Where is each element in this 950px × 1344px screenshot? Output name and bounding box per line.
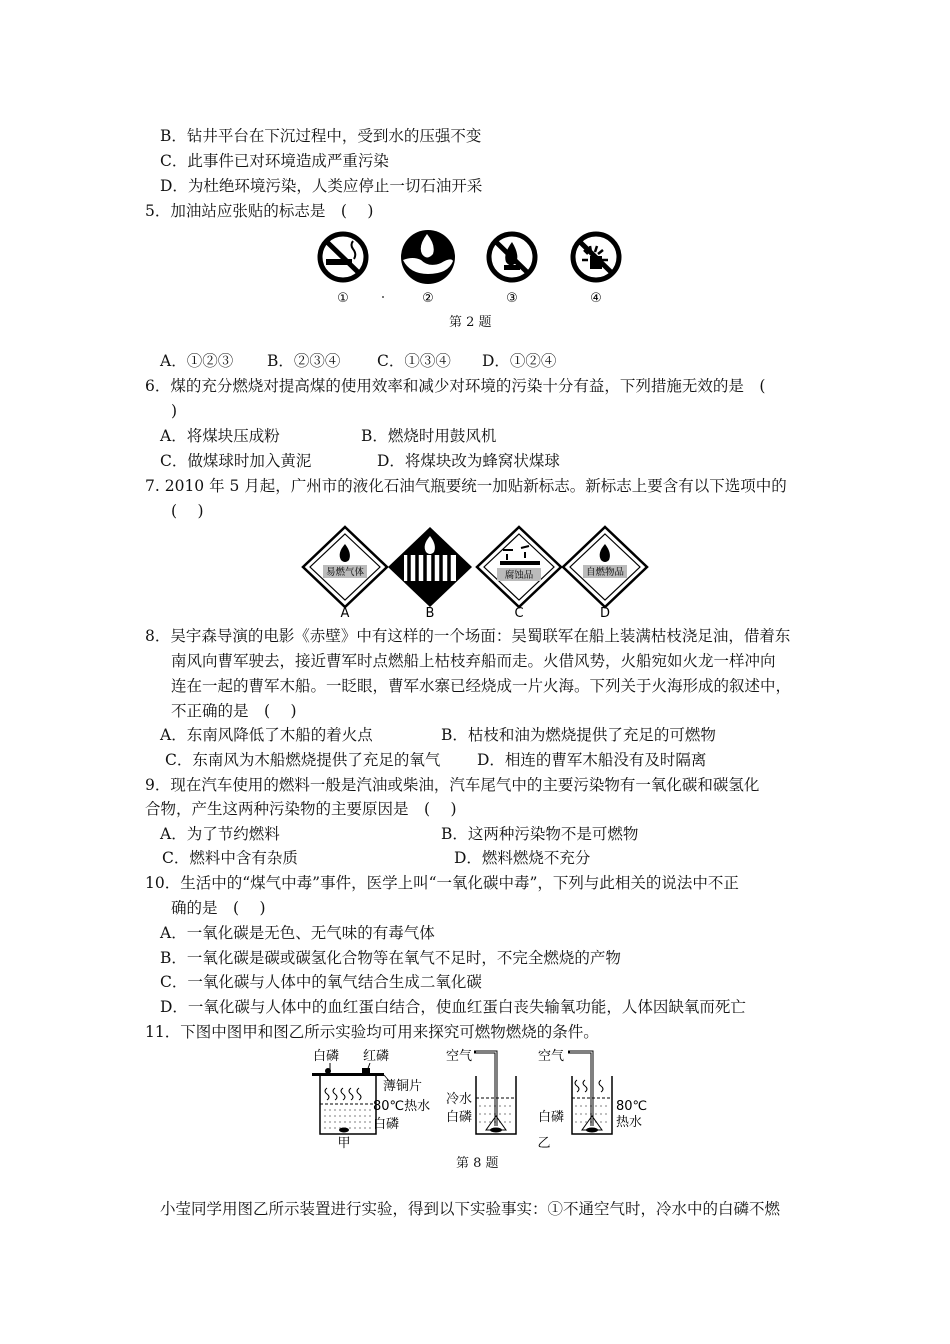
jia-label-white-phosphorus-top: 白磷 — [313, 1049, 340, 1064]
jia-name: 甲 — [337, 1136, 351, 1151]
q9-option-a: A．为了节约燃料 — [160, 825, 280, 843]
yi-label-temperature: 80℃ — [616, 1099, 648, 1114]
hazard-sign-flammable-gas — [303, 527, 387, 607]
q6-option-d: D．将煤块改为蜂窝状煤球 — [377, 452, 560, 470]
q7-stem: 7. 2010 年 5 月起，广州市的液化石油气瓶要统一加贴新标志。新标志上要含有以下选项中的 — [145, 477, 787, 495]
figure-jia-beaker-setup — [312, 1048, 430, 1151]
q11-paragraph: 小莹同学用图乙所示装置进行实验，得到以下实验事实：①不通空气时，冷水中的白磷不燃 — [160, 1200, 781, 1218]
q7-label-d: D — [599, 606, 611, 620]
q6-stem-continued: ) — [171, 402, 178, 420]
q6-option-a: A．将煤块压成粉 — [160, 427, 280, 445]
q5-sign-label-4: ④ — [590, 291, 602, 306]
q11-experiment-figure — [300, 1044, 660, 1152]
hazard-sign-text-d: 自燃物品 — [585, 567, 625, 578]
yi-label-white-phosphorus-left: 白磷 — [446, 1110, 473, 1125]
q5-figure-caption: 第 2 题 — [449, 315, 492, 330]
q8-option-d: D．相连的曹军木船没有及时隔离 — [477, 751, 707, 769]
q6-option-c: C．做煤球时加入黄泥 — [160, 452, 312, 470]
yi-label-cold-water: 冷水 — [446, 1092, 473, 1107]
hazard-sign-corrosive — [477, 527, 561, 607]
jia-label-copper-sheet: 薄铜片 — [383, 1079, 423, 1094]
q8-option-a: A．东南风降低了木船的着火点 — [160, 726, 373, 744]
q5-option-d: D．①②④ — [482, 352, 557, 370]
jia-label-hot-water: 80℃热水 — [373, 1099, 431, 1114]
q5-sign-label-3: ③ — [506, 291, 518, 306]
q10-stem-line-2: 确的是 ( ) — [171, 899, 266, 917]
q5-option-c: C．①③④ — [377, 352, 451, 370]
jia-label-red-phosphorus: 红磷 — [363, 1049, 390, 1064]
q10-option-c: C．一氧化碳与人体中的氧气结合生成二氧化碳 — [160, 973, 482, 991]
yi-label-hot-water: 热水 — [616, 1115, 643, 1130]
q10-option-d: D．一氧化碳与人体中的血红蛋白结合，使血红蛋白丧失输氧功能，人体因缺氧而死亡 — [160, 998, 746, 1016]
hazard-sign-text-a: 易燃气体 — [325, 567, 365, 578]
q7-stem-continued: ( ) — [171, 502, 204, 520]
q8-stem-line-2: 南风向曹军驶去，接近曹军时点燃船上枯枝弃船而走。火借风势，火船宛如火龙一样冲向 — [171, 652, 776, 670]
q5-option-a: A．①②③ — [160, 352, 234, 370]
yi-label-air-right: 空气 — [538, 1049, 565, 1064]
q8-stem-line-3: 连在一起的曹军木船。一眨眼，曹军水寨已经烧成一片火海。下列关于火海形成的叙述中， — [171, 677, 792, 695]
q4-option-d: D．为杜绝环境污染，人类应停止一切石油开采 — [160, 177, 483, 195]
q7-hazard-signs-figure — [300, 524, 650, 620]
jia-label-white-phosphorus-bottom: 白磷 — [373, 1117, 400, 1132]
yi-label-white-phosphorus-right: 白磷 — [538, 1110, 565, 1125]
q8-option-c: C．东南风为木船燃烧提供了充足的氧气 — [165, 751, 441, 769]
no-open-flame-icon — [489, 234, 535, 280]
q9-option-c: C．燃料中含有杂质 — [162, 849, 298, 867]
q4-option-c: C．此事件已对环境造成严重污染 — [160, 152, 389, 170]
q5-option-b: B．②③④ — [267, 352, 341, 370]
q8-stem-line-1: 8．吴宇森导演的电影《赤壁》中有这样的一个场面：吴蜀联军在船上装满枯枝浇足油，借着东 — [145, 627, 791, 645]
q9-stem-line-1: 9．现在汽车使用的燃料一般是汽油或柴油，汽车尾气中的主要污染物有一氧化碳和碳氢化 — [145, 776, 760, 794]
q8-option-b: B．枯枝和油为燃烧提供了充足的可燃物 — [441, 726, 716, 744]
q10-option-b: B．一氧化碳是碳或碳氢化合物等在氧气不足时，不完全燃烧的产物 — [160, 949, 621, 967]
yi-label-air-left: 空气 — [446, 1049, 473, 1064]
figure-yi-beaker-setups — [446, 1048, 647, 1151]
hazard-sign-striped — [388, 527, 472, 607]
q9-option-b: B．这两种污染物不是可燃物 — [441, 825, 639, 843]
q9-option-d: D．燃料燃烧不充分 — [454, 849, 591, 867]
q10-option-a: A．一氧化碳是无色、无气味的有毒气体 — [160, 924, 435, 942]
hazard-sign-spontaneous-combustion — [563, 527, 647, 607]
q11-figure-caption: 第 8 题 — [456, 1156, 499, 1171]
q5-stem: 5．加油站应张贴的标志是 ( ) — [145, 202, 374, 220]
no-smoking-icon — [320, 234, 366, 280]
q6-option-b: B．燃烧时用鼓风机 — [361, 427, 497, 445]
q7-label-b: B — [425, 606, 435, 620]
flammable-drop-icon — [401, 230, 455, 284]
beaker-jia — [320, 1076, 376, 1134]
hazard-sign-text-c: 腐蚀品 — [504, 570, 534, 581]
q5-sign-label-2: ② — [422, 291, 434, 306]
yi-name: 乙 — [537, 1136, 551, 1151]
q4-option-b: B．钻井平台在下沉过程中，受到水的压强不变 — [160, 127, 482, 145]
q8-stem-line-4: 不正确的是 ( ) — [171, 702, 297, 720]
copper-sheet — [312, 1073, 384, 1076]
q7-label-a: A — [340, 606, 350, 620]
q11-stem: 11．下图中图甲和图乙所示实验均可用来探究可燃物燃烧的条件。 — [145, 1023, 599, 1041]
q6-stem: 6．煤的充分燃烧对提高煤的使用效率和减少对环境的污染十分有益，下列措施无效的是 ( — [145, 377, 766, 395]
q5-sign-label-1: ① — [337, 291, 349, 306]
q7-label-c: C — [514, 606, 524, 620]
q9-stem-line-2: 合物，产生这两种污染物的主要原因是 ( ) — [145, 800, 457, 818]
q5-signs-figure — [300, 226, 650, 310]
no-fireworks-icon — [573, 234, 619, 280]
q10-stem-line-1: 10．生活中的“煤气中毒”事件，医学上叫“一氧化碳中毒”，下列与此相关的说法中不正 — [145, 874, 739, 892]
